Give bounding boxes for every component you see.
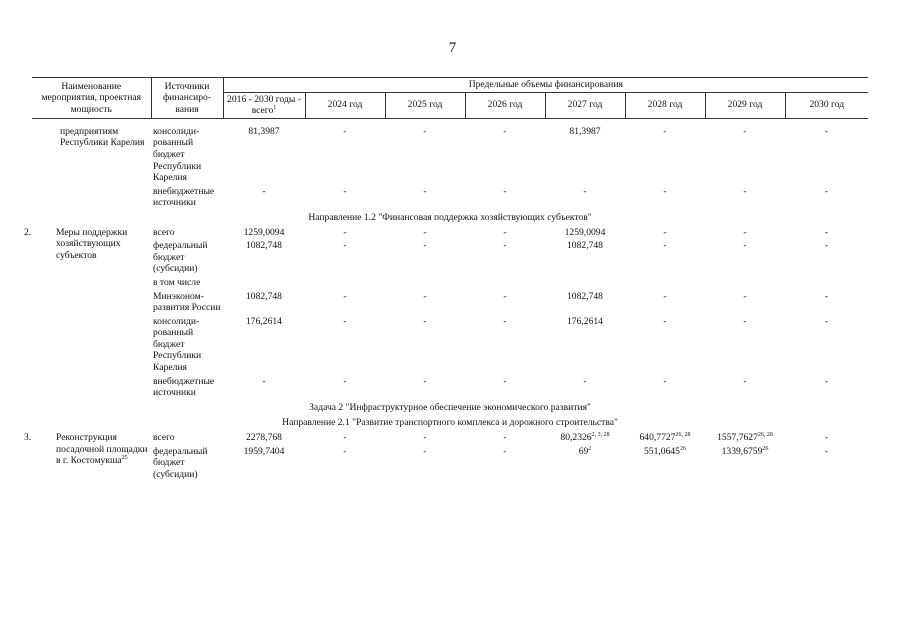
section-heading: Задача 2 "Инфраструктурное обеспечение экономического развития" [309,401,591,413]
year-value: - [423,315,427,327]
table-body [24,118,868,481]
funding-source: консолиди-рованный бюджет Республики Карелия [153,315,202,374]
year-value: - [503,226,507,238]
year-value: - [503,375,507,387]
year-value: - [743,290,747,302]
total-value: 1082,748 [246,240,282,252]
year-value: 1339,6759$^{26}$ [721,445,769,457]
year-value: - [343,432,347,444]
year-value: 551,0645$^{26}$ [644,445,686,457]
year-value [705,276,785,290]
table-row [32,375,868,400]
year-value: - [503,432,507,444]
year-value: 176,2614 [567,315,603,327]
year-value: - [743,185,747,197]
funding-source: внебюджетные источники [153,185,215,209]
table-row [32,239,868,276]
year-value: - [583,375,587,387]
financing-table [24,77,868,481]
year-value: - [343,375,347,387]
year-value: - [824,315,829,327]
year-value: - [423,240,427,252]
header-year: 2028 год [625,92,705,118]
year-value: - [663,226,667,238]
table-row [32,445,868,482]
year-value [385,276,465,290]
year-value: - [343,315,347,327]
year-value: - [423,432,427,444]
table-row [32,290,868,315]
year-value [625,276,705,290]
table-row [32,315,868,375]
year-value: - [824,240,829,252]
year-value: - [824,375,829,387]
year-value: - [743,315,747,327]
measure-name: 2. Меры поддержки хозяйствующих субъектов [24,226,128,261]
page-number: 7 [448,40,457,56]
header-year: 2024 год [305,92,385,118]
year-value: 80,2326$^{2, 3, 28}$ [560,431,610,444]
year-value: - [583,185,587,197]
year-value: - [503,185,507,197]
total-value: 1259,0094 [243,226,285,238]
table-row [32,226,868,240]
year-value: - [343,125,347,137]
year-value: - [503,125,507,137]
table-row [32,276,868,290]
year-value: - [343,226,347,238]
total-value: 2278,768 [246,432,282,444]
year-value [465,276,545,290]
table-row [32,431,868,445]
year-value: - [343,445,347,457]
table-row [32,185,868,210]
table-header [32,78,868,119]
total-value: 81,3987 [248,125,280,137]
total-value: 176,2614 [246,315,282,327]
funding-source: внебюджетные источники [153,375,215,399]
section-heading: Направление 2.1 "Развитие транспортного комплекса и дорожного строительства" [282,417,618,429]
year-value: - [503,315,507,327]
total-value [223,276,305,290]
funding-source: Минэконом-развития России [153,290,221,314]
year-value: - [663,315,667,327]
year-value [785,276,868,290]
funding-source: федеральный бюджет (субсидии) [153,445,208,480]
year-value: - [824,226,829,238]
year-value: - [824,185,829,197]
year-value [305,276,385,290]
year-value: 1259,0094 [564,226,606,238]
year-value: 1557,7627$^{26, 28}$ [717,431,773,444]
funding-source: консолиди-рованный бюджет Республики Карелия [153,125,202,184]
year-value: - [824,290,829,302]
year-value: - [743,240,747,252]
year-value: 81,3987 [569,125,601,137]
year-value: - [824,445,829,457]
year-value: - [743,226,747,238]
header-group: Предельные объемы финансирования [223,78,868,93]
year-value: - [663,125,667,137]
year-value: - [503,290,507,302]
year-value [545,276,625,290]
measure-name: предприятиям Республики Карелия [60,125,145,149]
year-value: $69^2$ [578,445,592,457]
total-value: - [262,185,266,197]
funding-source: всего [153,432,175,444]
year-value: - [824,432,829,444]
year-value: - [503,445,507,457]
year-value: - [343,290,347,302]
year-value: - [423,125,427,137]
year-value: 1082,748 [567,240,603,252]
year-value: - [423,290,427,302]
funding-source: федеральный бюджет (субсидии) [153,240,208,275]
header-year: 2030 год [785,92,868,118]
year-value: - [423,375,427,387]
section-heading: Направление 1.2 "Финансовая поддержка хозяйствующих субъектов" [308,211,592,223]
header-year: 2026 год [465,92,545,118]
header-year: 2029 год [705,92,785,118]
header-year: 2025 год [385,92,465,118]
table-row [32,125,868,185]
year-value: - [743,375,747,387]
header-total: 2016 - 2030 годы - всего$^1$ [223,92,305,118]
year-value: - [343,240,347,252]
header-source: Источники финансиро-вания [151,78,223,119]
year-value: - [663,185,667,197]
funding-source: всего [153,226,175,238]
year-value: - [824,125,829,137]
year-value: - [503,240,507,252]
year-value: - [343,185,347,197]
year-value: 1082,748 [567,290,603,302]
total-value: 1082,748 [246,290,282,302]
total-value: 1959,7404 [243,445,285,457]
header-year: 2027 год [545,92,625,118]
header-name: Наименование мероприятия, проектная мощность [32,78,151,119]
measure-name: 3. Реконструкция посадочной площадки в г. Костомукша$^{25}$ [24,432,148,467]
year-value: - [423,445,427,457]
year-value: 640,7727$^{26, 28}$ [639,431,691,444]
total-value: - [262,375,266,387]
year-value: - [743,125,747,137]
year-value: - [423,226,427,238]
year-value: - [423,185,427,197]
funding-source: в том числе [153,276,201,288]
year-value: - [663,290,667,302]
year-value: - [663,240,667,252]
year-value: - [663,375,667,387]
